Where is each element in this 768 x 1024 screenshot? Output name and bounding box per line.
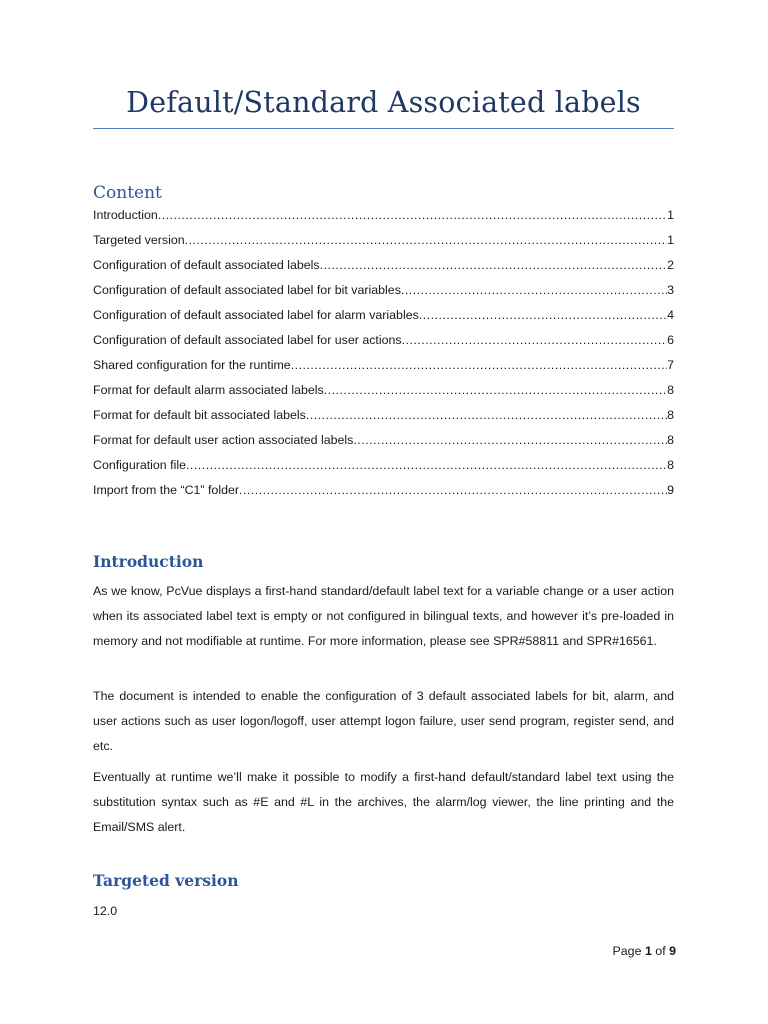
- toc-entry-label: Configuration file: [93, 458, 186, 472]
- footer-current-page: 1: [644, 944, 652, 958]
- toc-entry-targeted-version[interactable]: [93, 228, 674, 253]
- toc-entry-import-c1-folder[interactable]: [93, 478, 674, 503]
- toc-dot-leader: [158, 203, 667, 228]
- toc-entry-page: 7: [667, 358, 674, 372]
- introduction-paragraph-1: As we know, PcVue displays a first-hand standard/default label text for a variable change or a user action when its associated label text is empty or not configured in bilingual texts, and however it’s pre-loaded in memory and not modifiable at runtime. For more information, please see SPR#58811 and SPR#16561.: [93, 584, 674, 648]
- toc-entry-configuration-alarm-variables[interactable]: [93, 303, 674, 328]
- toc-entry-configuration-default-labels[interactable]: [93, 253, 674, 278]
- toc-dot-leader: [185, 228, 667, 253]
- toc-entry-format-bit-labels[interactable]: [93, 403, 674, 428]
- toc-dot-leader: [419, 303, 667, 328]
- toc-entry-page: 1: [667, 233, 674, 247]
- toc-heading: Content: [93, 183, 162, 203]
- toc-entry-label: Shared configuration for the runtime: [93, 358, 291, 372]
- targeted-version-value: 12.0: [93, 904, 118, 918]
- toc-entry-label: Configuration of default associated label for user actions: [93, 333, 402, 347]
- toc-dot-leader: [186, 453, 667, 478]
- toc-dot-leader: [401, 278, 667, 303]
- toc-entry-introduction[interactable]: [93, 203, 674, 228]
- toc-entry-label: Format for default user action associated labels: [93, 433, 354, 447]
- toc-dot-leader: [353, 428, 667, 453]
- targeted-version-heading: Targeted version: [93, 871, 239, 890]
- footer-total-pages: 9: [669, 944, 676, 958]
- table-of-contents: [93, 203, 674, 503]
- toc-dot-leader: [320, 253, 667, 278]
- toc-entry-page: 2: [667, 258, 674, 272]
- toc-entry-label: Format for default bit associated labels: [93, 408, 306, 422]
- toc-entry-configuration-file[interactable]: [93, 453, 674, 478]
- toc-dot-leader: [306, 403, 667, 428]
- footer-of-word: of: [655, 944, 666, 958]
- toc-dot-leader: [402, 328, 668, 353]
- toc-entry-page: 8: [667, 458, 674, 472]
- toc-entry-page: 8: [667, 383, 674, 397]
- toc-dot-leader: [239, 478, 667, 503]
- toc-entry-page: 9: [667, 483, 674, 497]
- toc-entry-page: 4: [667, 308, 674, 322]
- toc-dot-leader: [291, 353, 667, 378]
- toc-entry-label: Configuration of default associated label for bit variables: [93, 283, 401, 297]
- toc-entry-label: Configuration of default associated label for alarm variables: [93, 308, 419, 322]
- page-footer: [613, 944, 676, 958]
- toc-entry-shared-configuration[interactable]: [93, 353, 674, 378]
- toc-dot-leader: [324, 378, 667, 403]
- toc-entry-configuration-bit-variables[interactable]: [93, 278, 674, 303]
- toc-entry-configuration-user-actions[interactable]: [93, 328, 674, 353]
- document-page: [93, 0, 674, 1024]
- introduction-heading: Introduction: [93, 552, 204, 571]
- introduction-paragraph-2: The document is intended to enable the configuration of 3 default associated labels for bit, alarm, and user actions such as user logon/logoff, user attempt logon failure, user send program, register send, and etc.: [93, 689, 674, 753]
- toc-entry-format-user-action-labels[interactable]: [93, 428, 674, 453]
- document-title: Default/Standard Associated labels: [126, 86, 641, 119]
- toc-entry-page: 8: [667, 433, 674, 447]
- toc-entry-label: Targeted version: [93, 233, 185, 247]
- toc-entry-format-alarm-labels[interactable]: [93, 378, 674, 403]
- toc-entry-page: 6: [667, 333, 674, 347]
- toc-entry-label: Configuration of default associated labels: [93, 258, 320, 272]
- toc-entry-page: 3: [667, 283, 674, 297]
- toc-entry-label: Introduction: [93, 208, 158, 222]
- footer-page-word: Page: [612, 944, 642, 958]
- toc-entry-page: 1: [667, 208, 674, 222]
- title-underline: [93, 128, 674, 129]
- introduction-paragraph-3: Eventually at runtime we’ll make it possible to modify a first-hand default/standard label text using the substitution syntax such as #E and #L in the archives, the alarm/log viewer, the line printing and the Email/SMS alert.: [93, 770, 674, 834]
- toc-entry-label: Import from the “C1” folder: [93, 483, 239, 497]
- toc-entry-page: 8: [667, 408, 674, 422]
- toc-entry-label: Format for default alarm associated labels: [93, 383, 324, 397]
